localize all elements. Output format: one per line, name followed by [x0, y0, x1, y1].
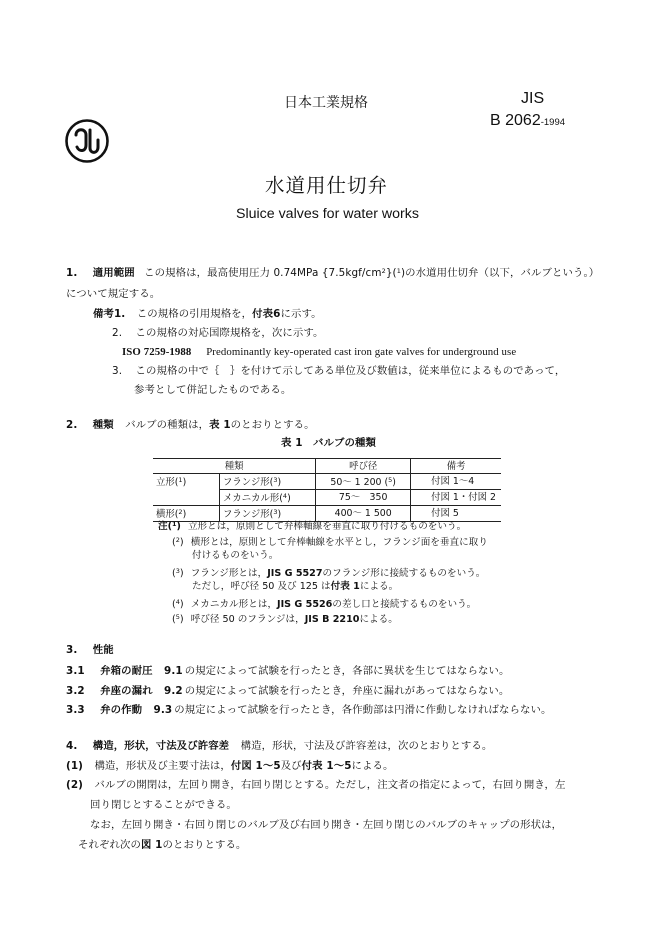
remark-label: 備考1. [93, 308, 126, 320]
table-cell-type: フランジ形($^3$) [220, 474, 316, 490]
table-header-type: 種類 [153, 459, 316, 474]
table-cell-group [153, 490, 220, 506]
section1-number: 1. [66, 267, 78, 279]
section3-heading: 性能 [92, 644, 114, 656]
section1-text: この規格は，最高使用圧力 0.74MPa $\{7.5kgf/cm^2\}(^1)$の水道用仕切弁（以下，バルブという。） [144, 267, 600, 279]
section4-item2-line2: 回り閉じとすることができる。 [90, 799, 237, 811]
table-caption: 表 1 バルブの種類 [281, 437, 376, 449]
note-2-line2: 付けるものをいう。 [192, 550, 279, 561]
table-cell-note: 付図 5 [411, 506, 501, 522]
section3-item: 3.3 弁の作動 9.3 の規定によって試験を行ったとき，各作動部は円滑に作動しなければならない。 [66, 704, 552, 716]
section3-item: 3.2 弁座の漏れ 9.2 の規定によって試験を行ったとき，弁座に漏れがあってはならない。 [66, 685, 510, 697]
table-cell-size: 75〜 350 [316, 490, 411, 506]
section4-paragraph-line2: それぞれ次の図 1のとおりとする。 [78, 839, 247, 851]
note-3-line2: ただし，呼び径 50 及び 125 は付表 1による。 [192, 581, 399, 592]
standard-name: 日本工業規格 [284, 95, 368, 111]
table-cell-note: 付図 1・付図 2 [411, 490, 501, 506]
section4-item1: (1) 構造，形状及び主要寸法は，付図 1〜5及び付表 1〜5による。 [66, 760, 394, 772]
section2-number: 2. [66, 419, 78, 431]
valve-types-table [153, 458, 501, 522]
table-cell-type: フランジ形($^3$) [220, 506, 316, 522]
section2-heading: 種類 [92, 419, 114, 431]
table-cell-size: 400〜 1 500 [316, 506, 411, 522]
jis-label: JIS [521, 90, 545, 107]
title-ja: 水道用仕切弁 [265, 174, 389, 197]
table-header-note: 備考 [411, 459, 501, 474]
section2-heading-line: 2. 種類 バルブの種類は，表 1のとおりとする。 [66, 419, 315, 431]
section4-paragraph: なお，左回り開き・右回り閉じのバルブ及び右回り開き・左回り閉じのバルブのキャップの形状は， [90, 819, 563, 831]
table-cell-type: メカニカル形($^4$) [220, 490, 316, 506]
table-row [153, 490, 501, 506]
table-header-row [153, 459, 501, 474]
section4-number: 4. [66, 740, 78, 752]
table-header-size: 呼び径 [316, 459, 411, 474]
remark3: 3. この規格の中で｛ ｝を付けて示してある単位及び数値は，従来単位によるものであって， [112, 365, 566, 377]
section1-line2: について規定する。 [66, 288, 161, 300]
note-1: 注($^1$) 立形とは，原則として弁棒軸線を垂直に取り付けるものをいう。 [158, 520, 467, 532]
note-3: ($^3$) フランジ形とは，JIS G 5527のフランジ形に接続するものをいう。 [172, 567, 486, 579]
table-cell-group: 立形($^1$) [153, 474, 220, 490]
jis-mark-logo [64, 118, 110, 164]
remark2: 2. この規格の対応国際規格を，次に示す。 [112, 327, 324, 339]
section1-heading: 適用範囲 [92, 267, 135, 279]
note-5: ($^5$) 呼び径 50 のフランジは，JIS B 2210による。 [172, 613, 398, 625]
table-cell-group: 横形($^2$) [153, 506, 220, 522]
standard-number-main: B 2062 [490, 112, 541, 129]
title-en: Sluice valves for water works [236, 206, 419, 222]
section4-heading-line: 4. 構造，形状，寸法及び許容差 構造，形状，寸法及び許容差は，次のとおりとする。 [66, 740, 493, 752]
section3-number: 3. [66, 644, 78, 656]
section4-heading: 構造，形状，寸法及び許容差 [92, 740, 230, 752]
remark3-line2: 参考として併記したものである。 [134, 384, 292, 396]
section3-heading-line [66, 643, 114, 657]
standard-year: -1994 [540, 117, 566, 128]
table-cell-note: 付図 1〜4 [411, 474, 501, 490]
section4-item2: (2) バルブの開閉は，左回り開き，右回り閉じとする。ただし，注文者の指定によって，右回り開き，左 [66, 779, 566, 791]
remark1: 備考1. この規格の引用規格を，付表6に示す。 [93, 308, 322, 320]
table-row [153, 474, 501, 490]
note-2: ($^2$) 横形とは，原則として弁棒軸線を水平とし，フランジ面を垂直に取り [172, 536, 488, 548]
section1-heading-line [66, 264, 599, 280]
standard-number [490, 112, 565, 130]
table-cell-size: 50〜 1 200 ($^5$) [316, 474, 411, 490]
note-4: ($^4$) メカニカル形とは，JIS G 5526の差し口と接続するものをいう。 [172, 598, 477, 610]
iso-reference: ISO 7259-1988 Predominantly key-operated cast iron gate valves for underground use [122, 346, 517, 358]
section3-item: 3.1 弁箱の耐圧 9.1 の規定によって試験を行ったとき，各部に異状を生じてはならない。 [66, 665, 510, 677]
